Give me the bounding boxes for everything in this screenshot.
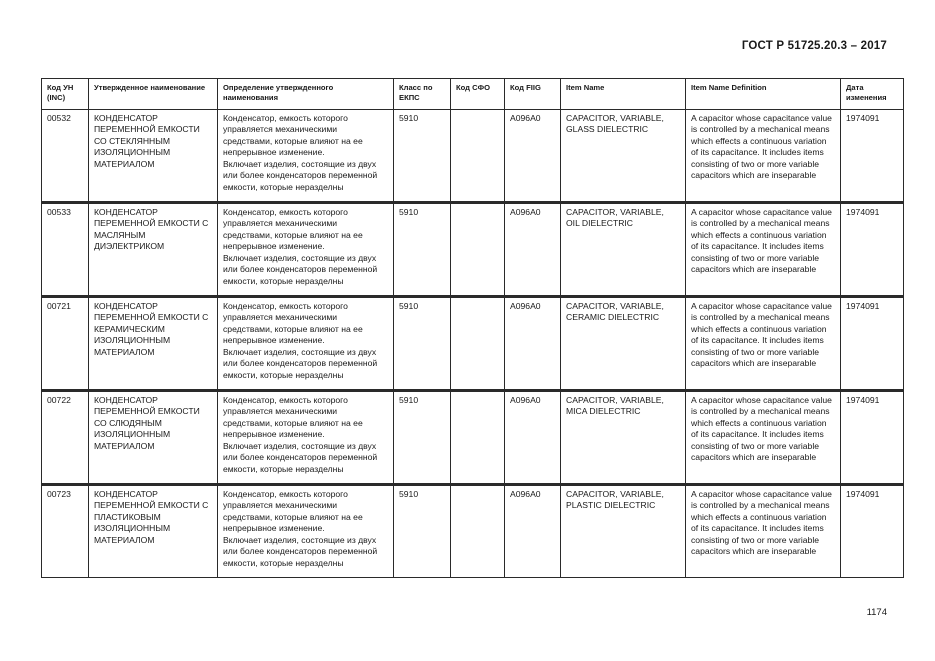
cell-approved-name: КОНДЕНСАТОР ПЕРЕМЕННОЙ ЕМКОСТИ С КЕРАМИЧЕСКИМ ИЗОЛЯЦИОННЫМ МАТЕРИАЛОМ	[89, 297, 218, 391]
cell-item-name: CAPACITOR, VARIABLE, MICA DIELECTRIC	[561, 391, 686, 485]
cell-approved-name: КОНДЕНСАТОР ПЕРЕМЕННОЙ ЕМКОСТИ С ПЛАСТИКОВЫМ ИЗОЛЯЦИОННЫМ МАТЕРИАЛОМ	[89, 485, 218, 578]
header-item-name-definition: Item Name Definition	[686, 79, 841, 110]
cell-change-date: 1974091	[841, 203, 904, 297]
document-title: ГОСТ Р 51725.20.3 – 2017	[741, 40, 887, 52]
table-row	[42, 391, 904, 485]
cell-item-name: CAPACITOR, VARIABLE, PLASTIC DIELECTRIC	[561, 485, 686, 578]
cell-change-date: 1974091	[841, 391, 904, 485]
cell-item-name-definition: A capacitor whose capacitance value is controlled by a mechanical means which effects a continuous variation of its capacitance. It includes items consisting of two or more variable capacitors which are inseparable	[686, 203, 841, 297]
cell-item-name-definition: A capacitor whose capacitance value is controlled by a mechanical means which effects a continuous variation of its capacitance. It includes items consisting of two or more variable capacitors which are inseparable	[686, 485, 841, 578]
header-definition: Определение утвержденного наименования	[218, 79, 394, 110]
cell-approved-name: КОНДЕНСАТОР ПЕРЕМЕННОЙ ЕМКОСТИ С МАСЛЯНЫМ ДИЭЛЕКТРИКОМ	[89, 203, 218, 297]
table-row	[42, 203, 904, 297]
cell-fiig-code: A096A0	[505, 391, 561, 485]
cell-definition	[218, 203, 394, 297]
cell-sfo-code	[451, 485, 505, 578]
definition-extra: Включает изделия, состоящие из двух или более конденсаторов переменной емкости, которые неразделны	[223, 252, 378, 286]
definition-extra: Включает изделия, состоящие из двух или более конденсаторов переменной емкости, которые неразделны	[223, 440, 378, 474]
table-header-row	[42, 79, 904, 110]
header-ekps-class: Класс по ЕКПС	[394, 79, 451, 110]
definition-main: Конденсатор, емкость которого управляется механическими средствами, которые влияют на ее непрерывное изменение.	[223, 301, 363, 346]
definition-extra: Включает изделия, состоящие из двух или более конденсаторов переменной емкости, которые неразделны	[223, 534, 378, 568]
cell-item-name-definition: A capacitor whose capacitance value is controlled by a mechanical means which effects a continuous variation of its capacitance. It includes items consisting of two or more variable capacitors which are inseparable	[686, 110, 841, 203]
cell-definition	[218, 110, 394, 203]
cell-ekps-class: 5910	[394, 297, 451, 391]
page-number: 1174	[866, 607, 887, 618]
cell-item-name: CAPACITOR, VARIABLE, GLASS DIELECTRIC	[561, 110, 686, 203]
definition-main: Конденсатор, емкость которого управляется механическими средствами, которые влияют на ее непрерывное изменение.	[223, 207, 363, 252]
registry-table	[41, 78, 904, 578]
cell-approved-name: КОНДЕНСАТОР ПЕРЕМЕННОЙ ЕМКОСТИ СО СЛЮДЯНЫМ ИЗОЛЯЦИОННЫМ МАТЕРИАЛОМ	[89, 391, 218, 485]
cell-fiig-code: A096A0	[505, 110, 561, 203]
cell-inc: 00533	[42, 203, 89, 297]
header-sfo-code: Код СФО	[451, 79, 505, 110]
cell-item-name: CAPACITOR, VARIABLE, CERAMIC DIELECTRIC	[561, 297, 686, 391]
cell-change-date: 1974091	[841, 110, 904, 203]
cell-fiig-code: A096A0	[505, 297, 561, 391]
definition-main: Конденсатор, емкость которого управляется механическими средствами, которые влияют на ее непрерывное изменение.	[223, 489, 363, 534]
cell-change-date: 1974091	[841, 297, 904, 391]
definition-extra: Включает изделия, состоящие из двух или более конденсаторов переменной емкости, которые неразделны	[223, 346, 378, 380]
cell-inc: 00532	[42, 110, 89, 203]
cell-fiig-code: A096A0	[505, 485, 561, 578]
header-change-date: Дата изменения	[841, 79, 904, 110]
cell-item-name-definition: A capacitor whose capacitance value is controlled by a mechanical means which effects a continuous variation of its capacitance. It includes items consisting of two or more variable capacitors which are inseparable	[686, 297, 841, 391]
header-item-name: Item Name	[561, 79, 686, 110]
cell-ekps-class: 5910	[394, 203, 451, 297]
cell-item-name-definition: A capacitor whose capacitance value is controlled by a mechanical means which effects a continuous variation of its capacitance. It includes items consisting of two or more variable capacitors which are inseparable	[686, 391, 841, 485]
cell-sfo-code	[451, 297, 505, 391]
cell-inc: 00723	[42, 485, 89, 578]
cell-sfo-code	[451, 391, 505, 485]
cell-definition	[218, 485, 394, 578]
cell-sfo-code	[451, 110, 505, 203]
cell-approved-name: КОНДЕНСАТОР ПЕРЕМЕННОЙ ЕМКОСТИ СО СТЕКЛЯННЫМ ИЗОЛЯЦИОННЫМ МАТЕРИАЛОМ	[89, 110, 218, 203]
cell-fiig-code: A096A0	[505, 203, 561, 297]
header-approved-name: Утвержденное наименование	[89, 79, 218, 110]
definition-main: Конденсатор, емкость которого управляется механическими средствами, которые влияют на ее непрерывное изменение.	[223, 395, 363, 440]
cell-ekps-class: 5910	[394, 110, 451, 203]
cell-ekps-class: 5910	[394, 485, 451, 578]
header-inc: Код УН (INC)	[42, 79, 89, 110]
cell-inc: 00721	[42, 297, 89, 391]
cell-change-date: 1974091	[841, 485, 904, 578]
definition-extra: Включает изделия, состоящие из двух или более конденсаторов переменной емкости, которые неразделны	[223, 158, 378, 192]
cell-definition	[218, 297, 394, 391]
cell-ekps-class: 5910	[394, 391, 451, 485]
cell-inc: 00722	[42, 391, 89, 485]
cell-item-name: CAPACITOR, VARIABLE, OIL DIELECTRIC	[561, 203, 686, 297]
cell-definition	[218, 391, 394, 485]
header-fiig-code: Код FIIG	[505, 79, 561, 110]
table-row	[42, 485, 904, 578]
table-row	[42, 110, 904, 203]
definition-main: Конденсатор, емкость которого управляется механическими средствами, которые влияют на ее непрерывное изменение.	[223, 113, 363, 158]
table-row	[42, 297, 904, 391]
cell-sfo-code	[451, 203, 505, 297]
